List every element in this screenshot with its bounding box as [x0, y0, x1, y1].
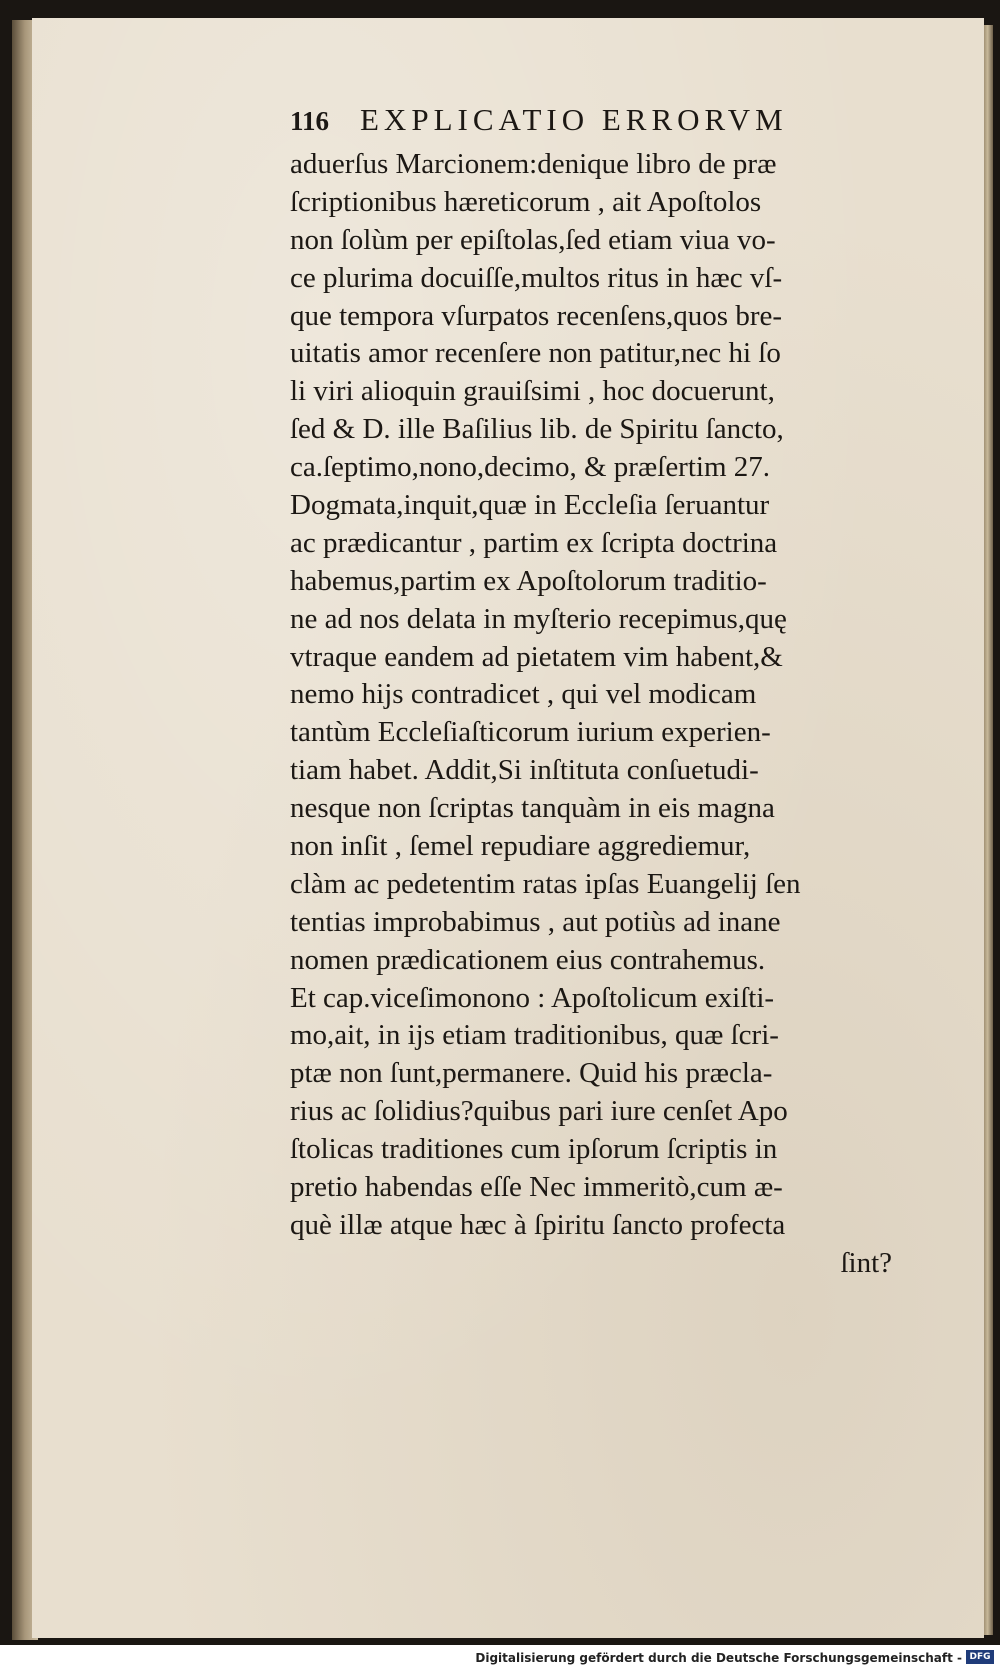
page-text-block: [290, 102, 960, 1283]
text-line: nesque non ſcriptas tanquàm in eis magna: [290, 792, 775, 825]
text-line: ne ad nos delata in myſterio recepimus,quę: [290, 602, 787, 635]
dfg-logo: DFG: [966, 1650, 994, 1664]
text-line: tiam habet. Addit,Si inſtituta conſuetudi-: [290, 754, 759, 787]
text-line: tantùm Eccleſiaſticorum iurium experien-: [290, 716, 771, 749]
text-line: ptæ non ſunt,permanere. Quid his præcla-: [290, 1057, 773, 1090]
text-line: pretio habendas eſſe Nec immeritò,cum æ-: [290, 1171, 783, 1204]
text-line: tentias improbabimus , aut potiùs ad inane: [290, 905, 781, 938]
text-line: Dogmata,inquit,quæ in Eccleſia ſeruantur: [290, 489, 770, 522]
text-line: aduerſus Marcionem:denique libro de præ: [290, 148, 777, 180]
text-line: ac prædicantur , partim ex ſcripta doctrina: [290, 526, 778, 559]
digitization-footer: [0, 1645, 1000, 1671]
funding-credit: Digitalisierung gefördert durch die Deutsche Forschungsgemeinschaft -: [475, 1651, 962, 1665]
text-line: ſint?: [840, 1246, 892, 1279]
text-line: mo,ait, in ijs etiam traditionibus, quæ ſcri-: [290, 1019, 779, 1052]
page-number: 116: [290, 106, 330, 136]
text-line: non ſolùm per epiſtolas,ſed etiam viua vo-: [290, 223, 776, 256]
text-line: ca.ſeptimo,nono,decimo, & præſertim 27.: [290, 451, 771, 484]
body-text: [290, 146, 960, 1283]
text-line: que tempora vſurpatos recenſens,quos bre-: [290, 299, 783, 332]
text-line: nemo hijs contradicet , qui vel modicam: [290, 678, 757, 711]
text-line: rius ac ſolidius?quibus pari iure cenſet Apo: [290, 1095, 788, 1128]
text-line: habemus,partim ex Apoſtolorum traditio-: [290, 564, 767, 597]
text-line: ce plurima docuiſſe,multos ritus in hæc vſ-: [290, 261, 783, 294]
text-line: uitatis amor recenſere non patitur,nec hi ſo: [290, 337, 781, 370]
running-head-title: EXPLICATIO ERRORVM: [360, 102, 788, 137]
text-line: vtraque eandem ad pietatem vim habent,&: [290, 640, 783, 673]
text-line: Et cap.viceſimonono : Apoſtolicum exiſti-: [290, 981, 775, 1014]
text-line: què illæ atque hæc à ſpiritu ſancto profecta: [290, 1208, 786, 1241]
text-line: li viri alioquin grauiſsimi , hoc docuerunt,: [290, 375, 775, 408]
text-line: ſcriptionibus hæreticorum , ait Apoſtolos: [290, 185, 762, 218]
text-line: ſed & D. ille Baſilius lib. de Spiritu ſancto,: [290, 413, 784, 446]
text-line: nomen prædicationem eius contrahemus.: [290, 943, 766, 976]
text-line: clàm ac pedetentim ratas ipſas Euangelij ſen: [290, 867, 801, 900]
text-line: ſtolicas traditiones cum ipſorum ſcriptis in: [290, 1133, 778, 1166]
running-head: [290, 102, 960, 146]
text-line: non inſit , ſemel repudiare aggrediemur,: [290, 830, 751, 863]
